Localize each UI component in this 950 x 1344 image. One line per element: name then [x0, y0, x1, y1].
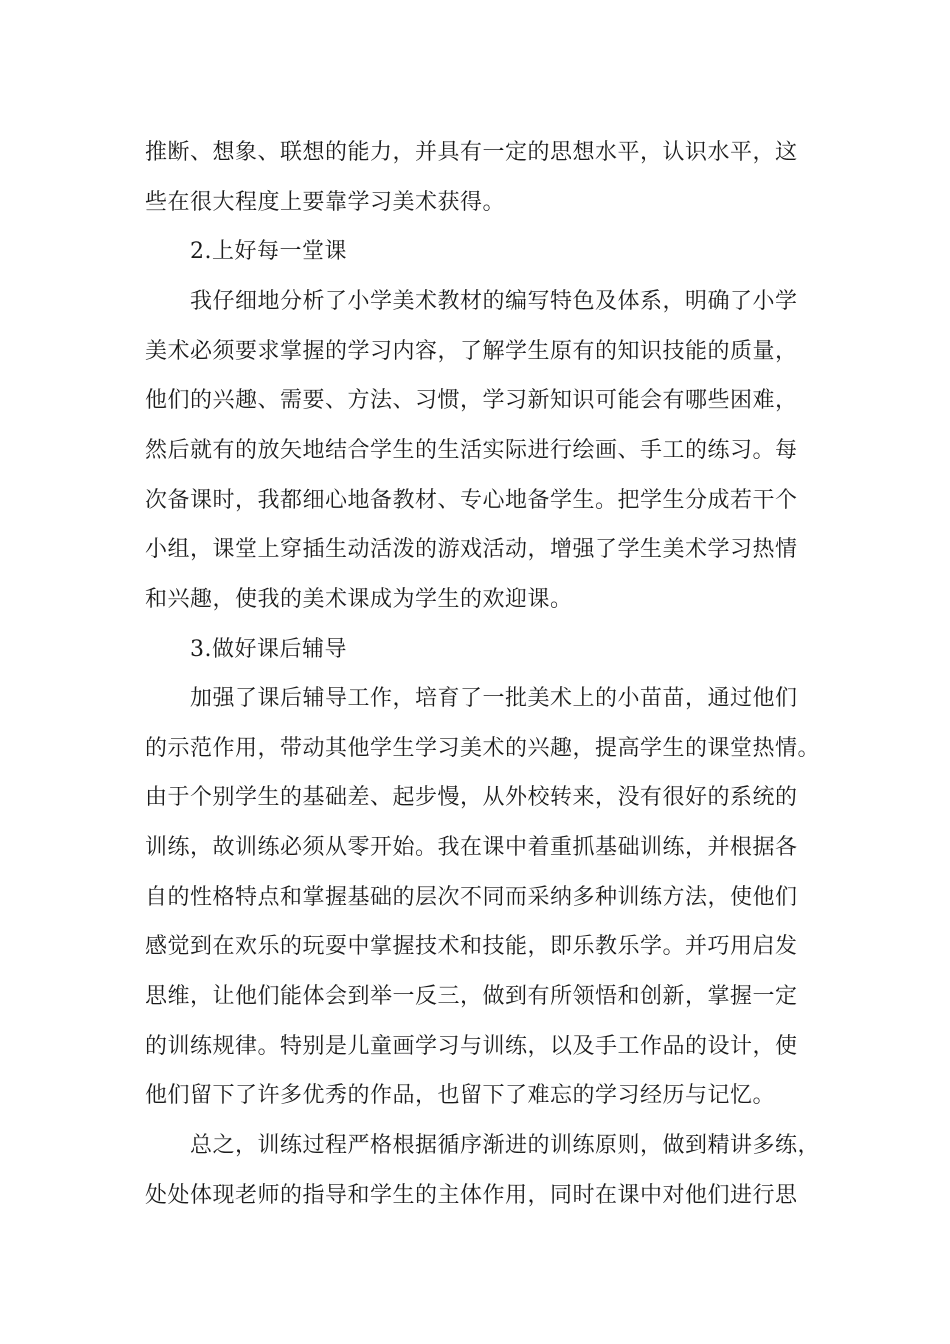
paragraph-line: 处处体现老师的指导和学生的主体作用，同时在课中对他们进行思 — [145, 1183, 798, 1208]
paragraph-line: 由于个别学生的基础差、起步慢，从外校转来，没有很好的系统的 — [145, 785, 798, 810]
paragraph-line: 和兴趣，使我的美术课成为学生的欢迎课。 — [145, 587, 573, 612]
section-heading: 2.上好每一堂课 — [190, 239, 347, 264]
paragraph-line: 推断、想象、联想的能力，并具有一定的思想水平，认识水平，这 — [145, 140, 798, 165]
paragraph-line: 些在很大程度上要靠学习美术获得。 — [145, 190, 506, 215]
paragraph-line: 他们的兴趣、需要、方法、习惯，学习新知识可能会有哪些困难， — [145, 388, 798, 413]
paragraph-line: 思维，让他们能体会到举一反三，做到有所领悟和创新，掌握一定 — [145, 984, 798, 1009]
paragraph-line: 总之，训练过程严格根据循序渐进的训练原则，做到精讲多练， — [190, 1133, 821, 1158]
paragraph-line: 的示范作用，带动其他学生学习美术的兴趣，提高学生的课堂热情。 — [145, 736, 821, 761]
paragraph-line: 然后就有的放矢地结合学生的生活实际进行绘画、手工的练习。每 — [145, 438, 798, 463]
paragraph-line: 小组，课堂上穿插生动活泼的游戏活动，增强了学生美术学习热情 — [145, 537, 798, 562]
paragraph-line: 加强了课后辅导工作，培育了一批美术上的小苗苗，通过他们 — [190, 686, 798, 711]
paragraph-line: 他们留下了许多优秀的作品，也留下了难忘的学习经历与记忆。 — [145, 1083, 776, 1108]
paragraph-line: 训练，故训练必须从零开始。我在课中着重抓基础训练，并根据各 — [145, 835, 798, 860]
paragraph-line: 我仔细地分析了小学美术教材的编写特色及体系，明确了小学 — [190, 289, 798, 314]
section-heading: 3.做好课后辅导 — [190, 637, 347, 662]
paragraph-line: 次备课时，我都细心地备教材、专心地备学生。把学生分成若干个 — [145, 488, 798, 513]
paragraph-line: 自的性格特点和掌握基础的层次不同而采纳多种训练方法，使他们 — [145, 885, 798, 910]
paragraph-line: 感觉到在欢乐的玩耍中掌握技术和技能，即乐教乐学。并巧用启发 — [145, 934, 798, 959]
paragraph-line: 美术必须要求掌握的学习内容，了解学生原有的知识技能的质量， — [145, 339, 798, 364]
paragraph-line: 的训练规律。特别是儿童画学习与训练，以及手工作品的设计，使 — [145, 1034, 798, 1059]
